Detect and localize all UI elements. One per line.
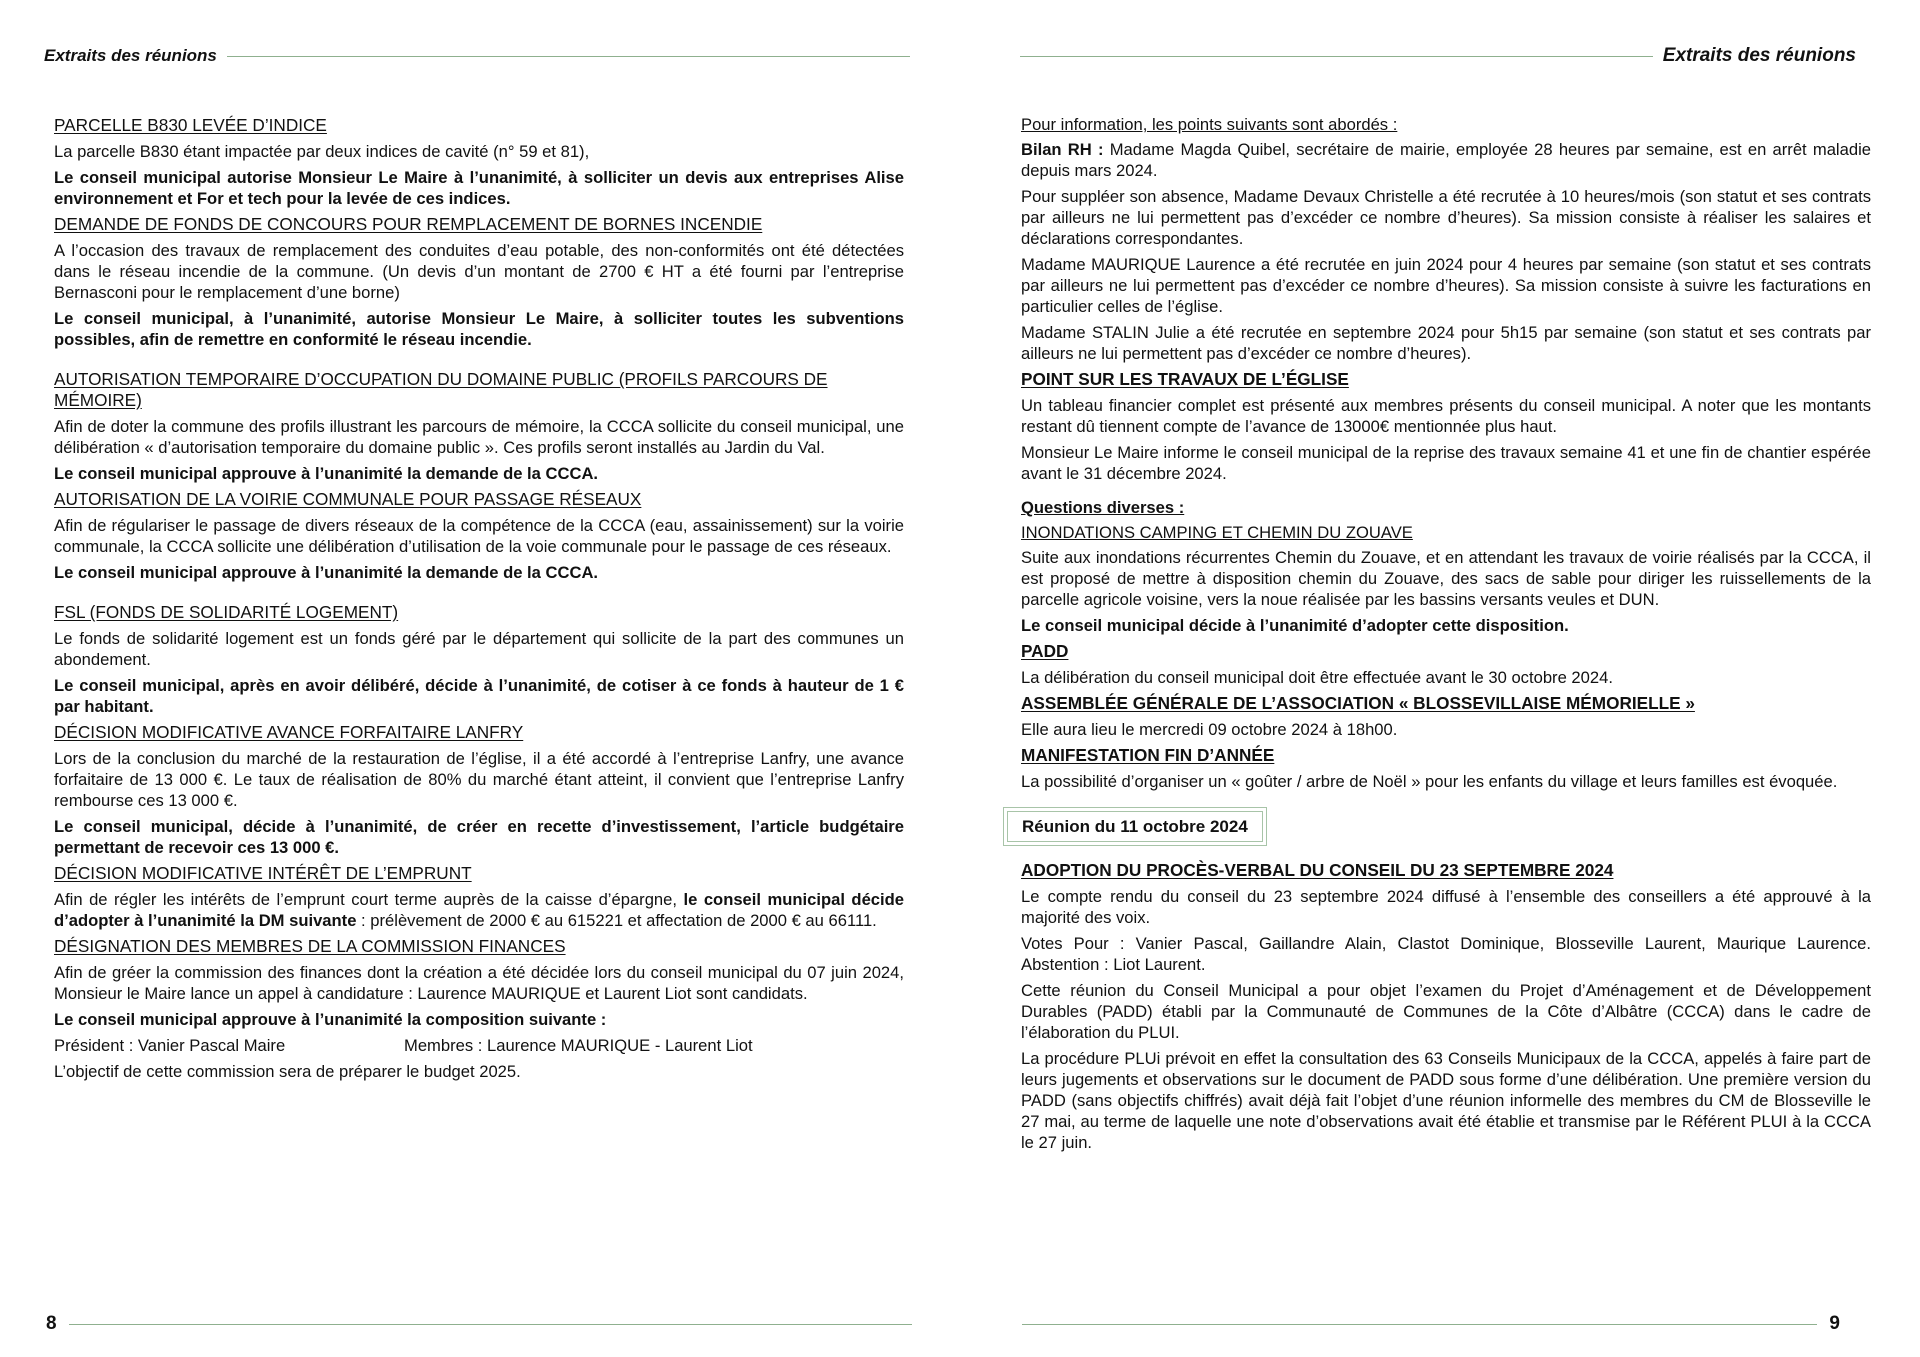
left-page-content xyxy=(54,115,904,1087)
meeting-date-label: Réunion du 11 octobre 2024 xyxy=(1007,811,1263,842)
text-run: Afin de régler les intérêts de l’emprunt court terme auprès de la caisse d’épargne, xyxy=(54,890,684,909)
decision-paragraph: Le conseil municipal approuve à l’unanimité la demande de la CCCA. xyxy=(54,563,599,582)
paragraph: Suite aux inondations récurrentes Chemin du Zouave, et en attendant les travaux de voirie réalisés par la CCCA, il est proposé de mettre à disposition chemin du Zouave, des sacs de sable pour diriger les ruissellements de la parcelle agricole voisine, vers la noue réalisée par les bassins versants veules et DUN. xyxy=(1021,548,1871,609)
decision-paragraph: Le conseil municipal, après en avoir délibéré, décide à l’unanimité, de cotiser à ce fonds à hauteur de 1 € par habitant. xyxy=(54,676,904,716)
section-title: ADOPTION DU PROCÈS-VERBAL DU CONSEIL DU 23 SEPTEMBRE 2024 xyxy=(1021,860,1614,880)
section-title: ASSEMBLÉE GÉNÉRALE DE L’ASSOCIATION « BLOSSEVILLAISE MÉMORIELLE » xyxy=(1021,693,1695,713)
right-page xyxy=(960,0,1920,1357)
paragraph: Le fonds de solidarité logement est un fonds géré par le département qui sollicite de la part des communes un abondement. xyxy=(54,629,904,669)
paragraph: Pour suppléer son absence, Madame Devaux Christelle a été recrutée à 10 heures/mois (son statut et ses contrats par ailleurs ne lui permettent pas d’excéder ce nombre d’heures). Sa mission consiste à réaliser les salaires et déclarations correspondantes. xyxy=(1021,187,1871,248)
decision-paragraph: Le conseil municipal, à l’unanimité, autorise Monsieur Le Maire, à solliciter toutes les subventions possibles, afin de remettre en conformité le réseau incendie. xyxy=(54,309,904,349)
section-title: DEMANDE DE FONDS DE CONCOURS POUR REMPLACEMENT DE BORNES INCENDIE xyxy=(54,214,763,234)
decision-paragraph: Le conseil municipal approuve à l’unanimité la demande de la CCCA. xyxy=(54,464,599,483)
paragraph: Madame MAURIQUE Laurence a été recrutée en juin 2024 pour 4 heures par semaine (son statut et ses contrats par ailleurs ne lui permettent pas d’excéder ce nombre d’heures). Sa mission consiste à suivre les facturations en particulier celles de l’église. xyxy=(1021,255,1871,316)
left-page-header xyxy=(44,44,920,68)
section-title: PADD xyxy=(1021,641,1069,661)
paragraph: La parcelle B830 étant impactée par deux indices de cavité (n° 59 et 81), xyxy=(54,142,590,161)
footer-rule xyxy=(69,1324,912,1325)
header-title: Extraits des réunions xyxy=(44,46,217,65)
spacer xyxy=(54,355,904,369)
paragraph: Votes Pour : Vanier Pascal, Gaillandre Alain, Clastot Dominique, Blosseville Laurent, Maurique Laurence. Abstention : Liot Laurent. xyxy=(1021,934,1871,974)
paragraph: Le compte rendu du conseil du 23 septembre 2024 diffusé à l’ensemble des conseillers a été approuvé à la majorité des voix. xyxy=(1021,887,1871,927)
bilan-label: Bilan RH : xyxy=(1021,140,1104,159)
section-title: POINT SUR LES TRAVAUX DE L’ÉGLISE xyxy=(1021,369,1349,389)
section-title: FSL (FONDS DE SOLIDARITÉ LOGEMENT) xyxy=(54,602,399,622)
paragraph: A l’occasion des travaux de remplacement des conduites d’eau potable, des non-conformités ont été détectées dans le réseau incendie de la commune. (Un devis d’un montant de 2700 € HT a été fourni par l’entreprise Bernasconi pour le remplacement d’une borne) xyxy=(54,241,904,302)
section-title: INONDATIONS CAMPING ET CHEMIN DU ZOUAVE xyxy=(1021,523,1413,542)
questions-title: Questions diverses : xyxy=(1021,498,1185,517)
paragraph: Afin de régulariser le passage de divers réseaux de la compétence de la CCCA (eau, assainissement) sur la voirie communale, la CCCA sollicite une délibération d’utilisation de la voie communale pour le passage de ces réseaux. xyxy=(54,516,904,556)
page-number: 9 xyxy=(1829,1313,1840,1334)
paragraph: Lors de la conclusion du marché de la restauration de l’église, il a été accordé à l’entreprise Lanfry, une avance forfaitaire de 13 000 €. Le taux de réalisation de 80% du marché étant atteint, il convient que l’entreprise Lanfry rembourse ces 13 000 €. xyxy=(54,749,904,810)
commission-composition xyxy=(54,1035,904,1056)
header-rule xyxy=(1020,56,1653,57)
page-number: 8 xyxy=(46,1313,57,1334)
commission-members: Membres : Laurence MAURIQUE - Laurent Liot xyxy=(404,1036,753,1055)
decision-run: le conseil municipal décide d’adopter à l’unanimité la DM suivante xyxy=(54,890,904,930)
decision-paragraph: Le conseil municipal approuve à l’unanimité la composition suivante : xyxy=(54,1010,607,1029)
paragraph xyxy=(1021,139,1871,181)
section-title: AUTORISATION DE LA VOIRIE COMMUNALE POUR PASSAGE RÉSEAUX xyxy=(54,489,642,509)
paragraph: Un tableau financier complet est présenté aux membres présents du conseil municipal. A noter que les montants restant dû tiennent compte de l’avance de 13000€ mentionnée plus haut. xyxy=(1021,396,1871,436)
paragraph: La possibilité d’organiser un « goûter / arbre de Noël » pour les enfants du village et leurs familles est évoquée. xyxy=(1021,772,1838,791)
decision-paragraph: Le conseil municipal, décide à l’unanimité, de créer en recette d’investissement, l’article budgétaire permettant de recevoir ces 13 000 €. xyxy=(54,817,904,857)
paragraph: L’objectif de cette commission sera de préparer le budget 2025. xyxy=(54,1062,521,1081)
right-page-footer xyxy=(1010,1312,1840,1336)
paragraph: Elle aura lieu le mercredi 09 octobre 2024 à 18h00. xyxy=(1021,720,1398,739)
section-title: DÉSIGNATION DES MEMBRES DE LA COMMISSION FINANCES xyxy=(54,936,566,956)
section-title: MANIFESTATION FIN D’ANNÉE xyxy=(1021,745,1275,765)
footer-rule xyxy=(1022,1324,1817,1325)
spacer xyxy=(54,588,904,602)
paragraph: Madame STALIN Julie a été recrutée en septembre 2024 pour 5h15 par semaine (son statut et ses contrats par ailleurs ne lui permettent pas d’excéder ce nombre d’heures). xyxy=(1021,323,1871,363)
meeting-date-box xyxy=(1003,807,1267,846)
section-title: DÉCISION MODIFICATIVE INTÉRÊT DE L’EMPRUNT xyxy=(54,863,472,883)
section-title: DÉCISION MODIFICATIVE AVANCE FORFAITAIRE LANFRY xyxy=(54,722,524,742)
header-title: Extraits des réunions xyxy=(1662,45,1856,66)
mixed-paragraph xyxy=(54,889,904,931)
paragraph: La procédure PLUi prévoit en effet la consultation des 63 Conseils Municipaux de la CCCA, appelés à faire part de leurs jugements et observations sur le document de PADD sous forme d’une délibération. Une première version du PADD (sans objectifs chiffrés) avait déjà fait l’objet d’une réunion informelle des membres du CM de Blosseville le 27 mai, au terme de laquelle une note d’observations avait été établie et transmise par le Référent PLUI à la CCCA le 27 juin. xyxy=(1021,1049,1871,1152)
header-rule xyxy=(227,56,910,57)
paragraph: Afin de gréer la commission des finances dont la création a été décidée lors du conseil municipal du 07 juin 2024, Monsieur le Maire lance un appel à candidature : Laurence MAURIQUE et Laurent Liot sont candidats. xyxy=(54,963,904,1003)
text-run: Madame Magda Quibel, secrétaire de mairie, employée 28 heures par semaine, est en arrêt maladie depuis mars 2024. xyxy=(1021,140,1871,180)
paragraph: Afin de doter la commune des profils illustrant les parcours de mémoire, la CCCA sollicite du conseil municipal, une délibération « d’autorisation temporaire du domaine public ». Ces profils seront installés au Jardin du Val. xyxy=(54,417,904,457)
spacer xyxy=(1021,489,1871,497)
section-title: PARCELLE B830 LEVÉE D’INDICE xyxy=(54,115,327,135)
commission-president: Président : Vanier Pascal Maire xyxy=(54,1036,286,1055)
info-intro: Pour information, les points suivants sont abordés : xyxy=(1021,115,1398,134)
paragraph: La délibération du conseil municipal doit être effectuée avant le 30 octobre 2024. xyxy=(1021,668,1613,687)
right-page-content xyxy=(1021,114,1871,1158)
decision-paragraph: Le conseil municipal autorise Monsieur Le Maire à l’unanimité, à solliciter un devis aux entreprises Alise environnement et For et tech pour la levée de ces indices. xyxy=(54,168,904,208)
decision-paragraph: Le conseil municipal décide à l’unanimité d’adopter cette disposition. xyxy=(1021,616,1569,635)
section-title: AUTORISATION TEMPORAIRE D’OCCUPATION DU DOMAINE PUBLIC (PROFILS PARCOURS DE MÉMOIRE) xyxy=(54,369,828,410)
paragraph: Cette réunion du Conseil Municipal a pour objet l’examen du Projet d’Aménagement et de Développement Durables (PADD) établi par la Communauté de Communes de la Côte d’Albâtre (CCCA) dans le cadre de l’élaboration du PLUI. xyxy=(1021,981,1871,1042)
paragraph: Monsieur Le Maire informe le conseil municipal de la reprise des travaux semaine 41 et une fin de chantier espérée avant le 31 décembre 2024. xyxy=(1021,443,1871,483)
left-page-footer xyxy=(46,1312,924,1336)
right-page-header xyxy=(1010,44,1856,68)
text-run: : prélèvement de 2000 € au 615221 et affectation de 2000 € au 66111. xyxy=(356,911,877,930)
